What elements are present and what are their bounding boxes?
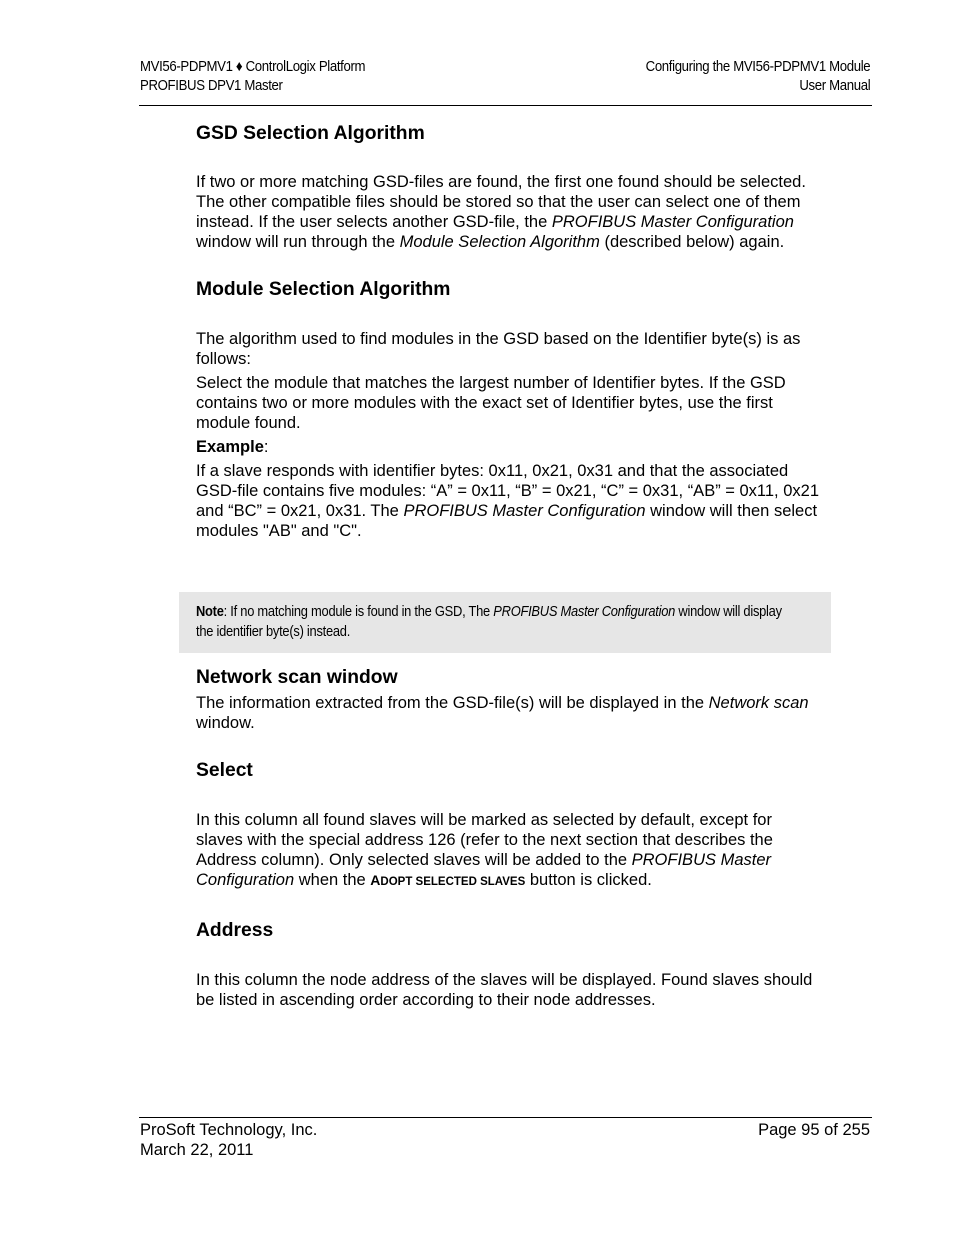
module-paragraph-1: The algorithm used to find modules in the GSD based on the Identifier byte(s) is as follows: [196,330,801,368]
select-paragraph: In this column all found slaves will be marked as selected by default, except for slaves with the special address 126 (refer to the next section that describes the Address column). Only selected slaves will be added to the PROFIBUS Master Configuration when the ADOPT SELECTED SLAVES button is clicked. [196,811,773,889]
footer-date: March 22, 2011 [140,1141,254,1159]
address-paragraph: In this column the node address of the slaves will be displayed. Found slaves should be listed in ascending order according to their node addresses. [196,971,813,1009]
header-subtitle: PROFIBUS DPV1 Master [140,77,283,94]
example-paragraph: If a slave responds with identifier bytes: 0x11, 0x21, 0x31 and that the associated GSD-file contains five modules: “A” = 0x11, “B” = 0x21, “C” = 0x31, “AB” = 0x11, 0x21 and “BC” = 0x21, 0x31. The PROFIBUS Master Configuration window will then select modules "AB" and "C". [196,462,819,540]
footer-company: ProSoft Technology, Inc. [140,1121,318,1139]
note-box [179,592,831,653]
address-heading: Address [196,920,274,941]
header-left [140,57,365,95]
gsd-paragraph: If two or more matching GSD-files are found, the first one found should be selected. The other compatible files should be stored so that the user can select one of them instead. If the user selects another GSD-file, the PROFIBUS Master Configuration window will run through the Module Selection Algorithm (described below) again. [196,173,806,251]
network-heading: Network scan window [196,667,398,688]
module-heading: Module Selection Algorithm [196,279,451,300]
footer-divider [139,1117,872,1118]
page-body [196,124,821,1010]
header-product: MVI56-PDPMV1 ♦ ControlLogix Platform [140,58,366,75]
select-heading: Select [196,760,253,781]
module-paragraph-2: Select the module that matches the largest number of Identifier bytes. If the GSD contains two or more modules with the exact set of Identifier bytes, use the first module found. [196,374,786,432]
header-right [645,57,870,95]
footer-left [140,1120,317,1160]
page-number: Page 95 of 255 [758,1121,870,1139]
network-paragraph: The information extracted from the GSD-file(s) will be displayed in the Network scan window. [196,694,809,732]
header-chapter: Configuring the MVI56-PDPMV1 Module [645,58,870,75]
header-doc-type: User Manual [799,77,870,94]
example-label: Example: [196,438,269,456]
gsd-heading: GSD Selection Algorithm [196,123,425,144]
footer-right [758,1120,870,1140]
header-divider [139,105,872,106]
note-text: Note: If no matching module is found in the GSD, The PROFIBUS Master Configuration window will display the identifier byte(s) instead. [196,603,782,640]
